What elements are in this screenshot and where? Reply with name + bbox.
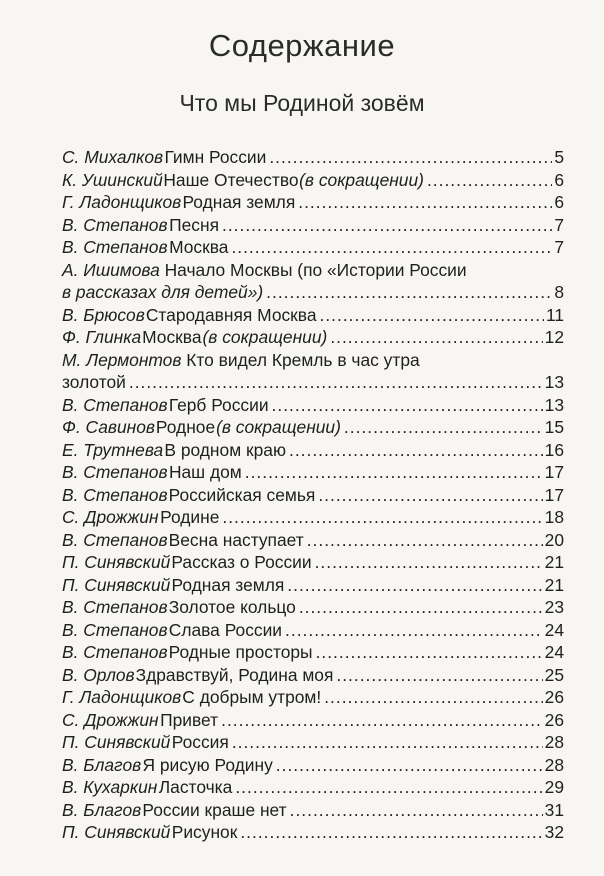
toc-entry [62, 641, 564, 664]
toc-entry [62, 416, 564, 439]
entry-title: Рассказ о России [171, 552, 312, 572]
entry-author: С. Дрожжин [62, 507, 159, 527]
entry-author: П. Синявский [62, 574, 171, 595]
toc-entry [62, 394, 564, 417]
entry-title: Россия [171, 732, 229, 752]
entry-note-cont: в рассказах для детей») [62, 282, 264, 302]
toc-entry [62, 619, 564, 642]
dot-leader [266, 281, 552, 304]
entry-author: В. Степанов [62, 394, 168, 415]
toc-entry [62, 821, 564, 844]
entry-page: 13 [544, 394, 564, 415]
entry-author: Г. Ладонщиков [62, 687, 182, 707]
entry-author: В. Степанов [62, 462, 168, 482]
dot-leader [245, 461, 543, 484]
entry-title: Песня [169, 214, 219, 235]
entry-page: 28 [544, 754, 564, 775]
dot-leader [298, 191, 552, 214]
entry-note: (в сокращении) [202, 327, 328, 347]
entry-page: 12 [544, 327, 564, 347]
dot-leader [315, 551, 543, 574]
toc-entry [62, 371, 564, 394]
dot-leader [222, 506, 542, 529]
entry-author: В. Благов [62, 754, 142, 775]
entry-note: (в сокращении) [299, 169, 424, 190]
dot-leader [427, 169, 552, 192]
entry-page: 6 [554, 192, 564, 212]
entry-author: П. Синявский [62, 732, 171, 752]
toc-entry [62, 799, 564, 822]
toc-entry [62, 326, 564, 349]
toc-entry [62, 191, 564, 214]
toc-entry-line [62, 349, 564, 372]
entry-title: Гимн России [164, 147, 267, 167]
entry-author: С. Дрожжин [62, 709, 159, 730]
entry-author: Ф. Савинов [62, 417, 155, 437]
entry-title: Родные просторы [168, 642, 313, 662]
entry-author: В. Брюсов [62, 304, 145, 325]
dot-leader [276, 754, 543, 777]
toc-entry [62, 551, 564, 574]
table-of-contents [62, 146, 564, 844]
entry-page: 21 [544, 552, 564, 572]
toc-entry [62, 236, 564, 259]
entry-title: Наше Отечество [163, 169, 299, 190]
dot-leader [324, 686, 542, 709]
toc-entry-line [62, 259, 564, 282]
dot-leader [299, 596, 543, 619]
toc-entry [62, 664, 564, 687]
entry-title: Здравствуй, Родина моя [135, 664, 334, 685]
entry-page: 11 [545, 304, 564, 325]
entry-page: 17 [544, 484, 564, 505]
entry-title: Привет [160, 709, 219, 730]
toc-entry [62, 529, 564, 552]
toc-entry [62, 686, 564, 709]
entry-title: Рисунок [171, 822, 238, 842]
toc-entry [62, 709, 564, 732]
entry-page: 16 [544, 439, 564, 460]
entry-title: Кто видел Кремль в час утра [186, 349, 420, 370]
entry-page: 15 [544, 417, 564, 437]
toc-entry [62, 731, 564, 754]
entry-title: Герб России [168, 394, 269, 415]
dot-leader [336, 664, 542, 687]
toc-entry [62, 596, 564, 619]
toc-entry [62, 304, 564, 327]
entry-author: К. Ушинский [62, 169, 163, 190]
entry-title: Москва [142, 327, 202, 347]
toc-entry [62, 169, 564, 192]
dot-leader [344, 416, 543, 439]
entry-author: В. Благов [62, 799, 142, 820]
entry-author: П. Синявский [62, 822, 171, 842]
dot-leader [231, 236, 552, 259]
dot-leader [235, 776, 542, 799]
section-title: Что мы Родиной зовём [179, 90, 425, 116]
entry-page: 26 [544, 687, 564, 707]
entry-page: 26 [544, 709, 564, 730]
entry-page: 7 [554, 237, 564, 257]
entry-author: М. Лермонтов [62, 349, 182, 370]
entry-title: России краше нет [142, 799, 287, 820]
dot-leader [221, 709, 543, 732]
dot-leader [289, 439, 543, 462]
entry-author: Ф. Глинка [62, 327, 142, 347]
entry-title: Слава России [168, 619, 283, 640]
dot-leader [285, 619, 543, 642]
dot-leader [330, 326, 542, 349]
entry-page: 6 [554, 169, 564, 190]
dot-leader [232, 731, 543, 754]
entry-page: 17 [544, 462, 564, 482]
dot-leader [320, 304, 544, 327]
entry-title: Золотое кольцо [168, 597, 296, 617]
entry-title: Родине [160, 507, 220, 527]
entry-title: Ласточка [158, 777, 233, 797]
dot-leader [290, 799, 543, 822]
toc-entry [62, 484, 564, 507]
entry-page: 25 [544, 664, 564, 685]
entry-author: В. Степанов [62, 214, 168, 235]
entry-title-cont: золотой [62, 372, 126, 392]
entry-page: 29 [544, 777, 564, 797]
entry-title: Родное [155, 417, 216, 437]
entry-page: 7 [554, 214, 564, 235]
entry-title: Российская семья [168, 484, 316, 505]
entry-title: Весна наступает [168, 529, 304, 550]
entry-page: 20 [544, 529, 564, 550]
entry-author: В. Степанов [62, 642, 168, 662]
entry-author: В. Степанов [62, 237, 168, 257]
entry-author: В. Орлов [62, 664, 135, 685]
entry-title: Стародавняя Москва [145, 304, 317, 325]
entry-title: Начало Москвы [164, 259, 293, 280]
entry-page: 21 [544, 574, 564, 595]
entry-note: (по «Истории России [297, 259, 467, 280]
dot-leader [269, 146, 552, 169]
entry-page: 8 [554, 282, 564, 302]
entry-author: Е. Трутнева [62, 439, 164, 460]
toc-entry [62, 461, 564, 484]
entry-author: А. Ишимова [62, 259, 160, 280]
entry-title: С добрым утром! [182, 687, 322, 707]
entry-title: Москва [169, 237, 229, 257]
dot-leader [307, 529, 543, 552]
toc-entry [62, 776, 564, 799]
entry-title: Родная земля [182, 192, 296, 212]
entry-page: 28 [544, 732, 564, 752]
entry-title: В родном краю [164, 439, 286, 460]
entry-page: 5 [554, 147, 564, 167]
entry-author: В. Степанов [62, 529, 168, 550]
entry-page: 32 [544, 822, 564, 842]
entry-author: В. Кухаркин [62, 777, 158, 797]
dot-leader [129, 371, 543, 394]
entry-page: 31 [544, 799, 564, 820]
entry-author: В. Степанов [62, 484, 168, 505]
entry-title: Родная земля [171, 574, 285, 595]
dot-leader [287, 574, 542, 597]
dot-leader [316, 641, 543, 664]
dot-leader [222, 214, 552, 237]
dot-leader [318, 484, 542, 507]
entry-page: 13 [544, 372, 564, 392]
entry-author: Г. Ладонщиков [62, 192, 182, 212]
toc-entry [62, 281, 564, 304]
entry-author: П. Синявский [62, 552, 171, 572]
toc-entry [62, 574, 564, 597]
entry-note: (в сокращении) [216, 417, 341, 437]
entry-author: С. Михалков [62, 147, 164, 167]
toc-entry [62, 214, 564, 237]
toc-entry [62, 506, 564, 529]
toc-entry [62, 754, 564, 777]
entry-author: В. Степанов [62, 619, 168, 640]
entry-page: 18 [544, 507, 564, 527]
entry-page: 24 [544, 642, 564, 662]
toc-entry [62, 439, 564, 462]
dot-leader [272, 394, 543, 417]
entry-page: 24 [544, 619, 564, 640]
entry-title: Наш дом [168, 462, 242, 482]
page-heading: Содержание [208, 28, 396, 63]
entry-title: Я рисую Родину [142, 754, 273, 775]
dot-leader [240, 821, 542, 844]
toc-entry [62, 146, 564, 169]
entry-author: В. Степанов [62, 597, 168, 617]
entry-page: 23 [544, 597, 564, 617]
